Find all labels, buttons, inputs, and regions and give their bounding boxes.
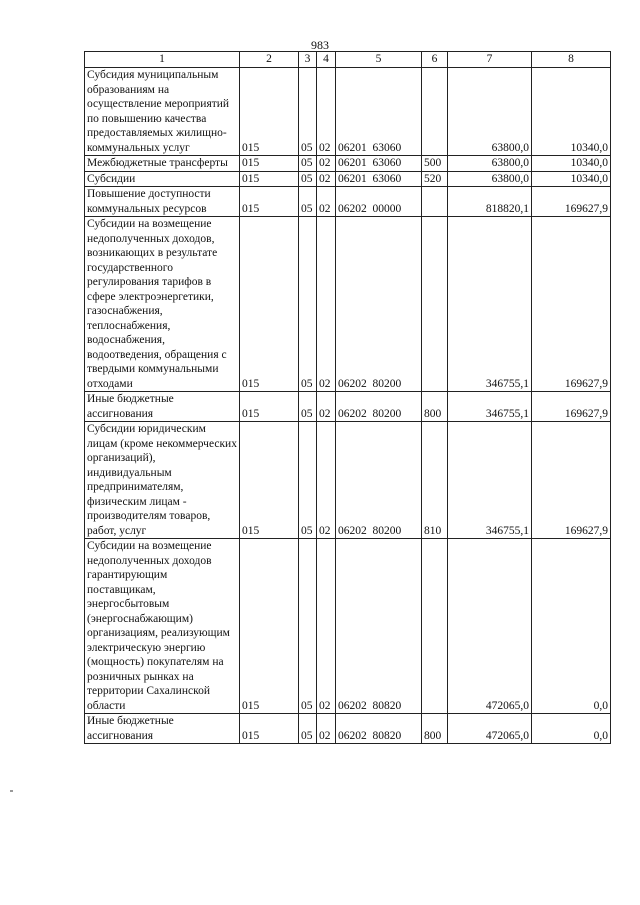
amount-col7: 63800,0	[448, 68, 532, 156]
table-row	[85, 187, 611, 217]
amount-col8: 0,0	[532, 539, 611, 714]
amount-col8: 169627,9	[532, 392, 611, 422]
column-header: 4	[317, 52, 336, 68]
item-name: Межбюджетные трансферты	[85, 156, 240, 172]
expense-type-code: 520	[422, 171, 448, 187]
scan-speck	[10, 790, 13, 792]
ministry-code: 015	[240, 68, 299, 156]
target-article-code: 06202 80200	[336, 217, 422, 392]
amount-col7: 63800,0	[448, 156, 532, 172]
expense-type-code: 810	[422, 422, 448, 539]
ministry-code: 015	[240, 714, 299, 744]
amount-col7: 346755,1	[448, 392, 532, 422]
section-code: 05	[299, 422, 317, 539]
target-article-code: 06202 80200	[336, 422, 422, 539]
column-header: 2	[240, 52, 299, 68]
item-name: Субсидии юридическим лицам (кроме некоммерческих организаций), индивидуальным предпринимателям, физическим лицам - производителям товаров, работ, услуг	[85, 422, 240, 539]
ministry-code: 015	[240, 187, 299, 217]
target-article-code: 06201 63060	[336, 68, 422, 156]
target-article-code: 06202 80200	[336, 392, 422, 422]
target-article-code: 06202 80820	[336, 714, 422, 744]
item-name: Повышение доступности коммунальных ресурсов	[85, 187, 240, 217]
subsection-code: 02	[317, 171, 336, 187]
subsection-code: 02	[317, 187, 336, 217]
ministry-code: 015	[240, 156, 299, 172]
amount-col8: 169627,9	[532, 422, 611, 539]
header-row	[85, 52, 611, 68]
section-code: 05	[299, 156, 317, 172]
subsection-code: 02	[317, 68, 336, 156]
section-code: 05	[299, 187, 317, 217]
ministry-code: 015	[240, 392, 299, 422]
expense-type-code	[422, 539, 448, 714]
item-name: Субсидии	[85, 171, 240, 187]
target-article-code: 06201 63060	[336, 171, 422, 187]
item-name: Субсидии на возмещение недополученных доходов гарантирующим поставщикам, энергосбытовым (энергоснабжающим) организациям, реализующим электрическую энергию (мощность) покупателям на розничных рынках на территории Сахалинской области	[85, 539, 240, 714]
subsection-code: 02	[317, 539, 336, 714]
column-header: 7	[448, 52, 532, 68]
section-code: 05	[299, 539, 317, 714]
column-header: 1	[85, 52, 240, 68]
amount-col7: 63800,0	[448, 171, 532, 187]
table-row	[85, 714, 611, 744]
item-name: Субсидия муниципальным образованиям на осуществление мероприятий по повышению качества предоставляемых жилищно-коммунальных услуг	[85, 68, 240, 156]
ministry-code: 015	[240, 422, 299, 539]
amount-col7: 472065,0	[448, 714, 532, 744]
column-header: 6	[422, 52, 448, 68]
amount-col7: 472065,0	[448, 539, 532, 714]
target-article-code: 06202 00000	[336, 187, 422, 217]
table-row	[85, 171, 611, 187]
ministry-code: 015	[240, 539, 299, 714]
table-row	[85, 156, 611, 172]
amount-col8: 10340,0	[532, 156, 611, 172]
subsection-code: 02	[317, 156, 336, 172]
subsection-code: 02	[317, 217, 336, 392]
table-row	[85, 422, 611, 539]
section-code: 05	[299, 68, 317, 156]
amount-col7: 818820,1	[448, 187, 532, 217]
amount-col8: 169627,9	[532, 217, 611, 392]
target-article-code: 06202 80820	[336, 539, 422, 714]
amount-col8: 10340,0	[532, 68, 611, 156]
amount-col8: 169627,9	[532, 187, 611, 217]
expense-type-code	[422, 187, 448, 217]
section-code: 05	[299, 714, 317, 744]
ministry-code: 015	[240, 217, 299, 392]
section-code: 05	[299, 392, 317, 422]
subsection-code: 02	[317, 422, 336, 539]
expense-type-code: 800	[422, 392, 448, 422]
ministry-code: 015	[240, 171, 299, 187]
table-row	[85, 392, 611, 422]
table-row	[85, 539, 611, 714]
budget-table	[84, 51, 611, 744]
column-header: 5	[336, 52, 422, 68]
expense-type-code: 800	[422, 714, 448, 744]
column-header: 8	[532, 52, 611, 68]
column-header: 3	[299, 52, 317, 68]
amount-col7: 346755,1	[448, 217, 532, 392]
item-name: Иные бюджетные ассигнования	[85, 714, 240, 744]
expense-type-code	[422, 217, 448, 392]
expense-type-code	[422, 68, 448, 156]
subsection-code: 02	[317, 392, 336, 422]
subsection-code: 02	[317, 714, 336, 744]
section-code: 05	[299, 171, 317, 187]
amount-col7: 346755,1	[448, 422, 532, 539]
expense-type-code: 500	[422, 156, 448, 172]
amount-col8: 10340,0	[532, 171, 611, 187]
table-row	[85, 68, 611, 156]
page-number: 983	[311, 38, 329, 52]
table-row	[85, 217, 611, 392]
item-name: Иные бюджетные ассигнования	[85, 392, 240, 422]
item-name: Субсидии на возмещение недополученных доходов, возникающих в результате государственного регулирования тарифов в сфере электроэнергетики, газоснабжения, теплоснабжения, водоснабжения, водоотведения, обращения с твердыми коммунальными отходами	[85, 217, 240, 392]
amount-col8: 0,0	[532, 714, 611, 744]
target-article-code: 06201 63060	[336, 156, 422, 172]
section-code: 05	[299, 217, 317, 392]
